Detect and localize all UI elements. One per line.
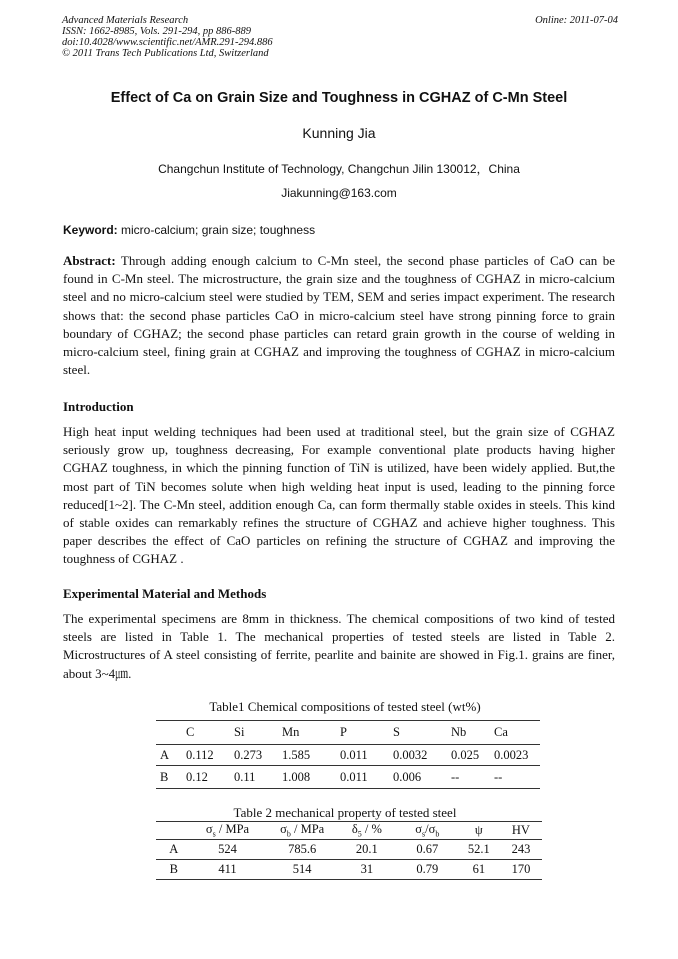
table-cell: 0.025 <box>451 745 494 766</box>
table-header-cell <box>156 721 186 745</box>
table-cell: 0.006 <box>393 766 451 789</box>
table1 <box>156 720 540 789</box>
table-row <box>156 860 542 880</box>
table-cell: 1.585 <box>282 745 340 766</box>
author-affiliation: Changchun Institute of Technology, Changchun Jilin 130012，China <box>158 162 520 176</box>
table-cell: 0.011 <box>340 745 393 766</box>
table-row <box>156 840 542 860</box>
table-row-label: A <box>156 745 186 766</box>
author-email: Jiakunning@163.com <box>281 186 397 200</box>
journal-copyright: © 2011 Trans Tech Publications Ltd, Switzerland <box>62 48 269 59</box>
table2-caption: Table 2 mechanical property of tested steel <box>233 805 457 820</box>
keyword-label: Keyword: <box>63 223 118 237</box>
table-cell: 61 <box>458 860 500 880</box>
keyword-text: micro-calcium; grain size; toughness <box>117 223 316 237</box>
table-cell: 0.12 <box>186 766 234 789</box>
table-cell: 31 <box>337 860 397 880</box>
table-header-cell: Mn <box>282 725 300 739</box>
table-cell: 0.273 <box>234 745 282 766</box>
table-header-cell: $\sigma_s$ / MPa <box>205 822 250 839</box>
keywords <box>63 223 618 237</box>
table-cell: 1.008 <box>282 766 340 789</box>
table-header-row <box>156 822 542 840</box>
abstract-text: Through adding enough calcium to C-Mn steel, the second phase particles of CaO can be found in C-Mn steel. The microstructure, the grain size and the toughness of CGHAZ in micro-calcium steel and no micro-calcium steel were studied by TEM, SEM and series impact experiment. The research shows that: the second phase particles CaO in micro-calcium steel have strong pinning force to grain boundary of CGHAZ; the second phase particles can retard grain growth in the course of welding in micro-calcium steel, fining grain at CGHAZ and improving the toughness of CGHAZ in micro-calcium steel. <box>63 253 615 378</box>
table-cell: 411 <box>188 860 268 880</box>
subscript: s <box>422 829 426 839</box>
table-cell: 785.6 <box>267 840 336 860</box>
table-cell: 524 <box>188 840 268 860</box>
table-header-cell: S <box>393 725 400 739</box>
subscript: s <box>212 829 216 839</box>
table-cell: 52.1 <box>458 840 500 860</box>
table-row <box>156 766 540 789</box>
author-name: Kunning Jia <box>302 125 376 141</box>
table-cell: -- <box>494 766 540 789</box>
subscript: b <box>286 829 291 839</box>
paper-title: Effect of Ca on Grain Size and Toughness in CGHAZ of C-Mn Steel <box>110 90 568 106</box>
table-header-cell: Si <box>234 725 245 739</box>
table-row-label: A <box>156 840 188 860</box>
table-row <box>156 745 540 766</box>
table-header-cell: HV <box>511 823 530 837</box>
online-date: Online: 2011-07-04 <box>535 15 618 26</box>
section-heading-introduction: Introduction <box>63 399 134 414</box>
journal-header <box>62 15 618 59</box>
table-cell: 0.0023 <box>494 745 540 766</box>
abstract <box>63 252 615 379</box>
subscript: 5 <box>357 829 362 839</box>
table-cell: 20.1 <box>337 840 397 860</box>
table-row-label: B <box>156 860 188 880</box>
abstract-label: Abstract: <box>63 253 116 268</box>
table-cell: 0.011 <box>340 766 393 789</box>
table-row-label: B <box>156 766 186 789</box>
table-header-cell: P <box>340 725 347 739</box>
table2 <box>156 821 542 880</box>
table-header-row <box>156 721 540 745</box>
table-cell: 0.11 <box>234 766 282 789</box>
journal-issn: ISSN: 1662-8985, Vols. 291-294, pp 886-889 <box>62 26 251 37</box>
table-header-cell: $\delta_5$ / % <box>351 822 382 839</box>
table-cell: 514 <box>267 860 336 880</box>
table-header-cell: $\sigma_b$ / MPa <box>280 822 325 839</box>
journal-name: Advanced Materials Research <box>62 15 189 26</box>
table-cell: 0.112 <box>186 745 234 766</box>
journal-doi: doi:10.4028/www.scientific.net/AMR.291-294.886 <box>62 37 273 48</box>
section-heading-methods: Experimental Material and Methods <box>63 586 267 601</box>
table-header-cell <box>156 822 188 840</box>
table-cell: -- <box>451 766 494 789</box>
table-cell: 0.79 <box>397 860 458 880</box>
table-header-cell: Nb <box>451 725 467 739</box>
table-header-cell: C <box>186 725 195 739</box>
methods-text: The experimental specimens are 8mm in thickness. The chemical compositions of two kind of tested steels are listed in Table 1. The mechanical properties of tested steels are listed in Table 2. Microstructures of A steel consisting of ferrite, pearlite and bainite are showed in Fig.1. grains are finer, about 3~4㎛. <box>63 611 615 681</box>
table-cell: 0.67 <box>397 840 458 860</box>
introduction-text: High heat input welding techniques had been used at traditional steel, but the grain size of CGHAZ seriously grow up, toughness decreasing, For example conventional plate products having higher CGHAZ toughness, in which the pinning function of TiN is utilized, have been widely applied. But,the most part of TiN becomes solute when high welding heat input is used, leading to the pinning force reduced[1~2]. The C-Mn steel, addition enough Ca, can form thermally stable oxides in steels. This kind of stable oxides can remarkably refines the structure of CGHAZ and achieve higher toughness. This paper describes the effect of CaO particles on refining the structure of CGHAZ and improving the toughness of CGHAZ . <box>63 424 615 567</box>
table-header-cell: ψ <box>474 823 483 837</box>
table-header-cell: $\sigma_s/\sigma_b$ <box>415 822 440 839</box>
table-cell: 243 <box>500 840 542 860</box>
table-cell: 170 <box>500 860 542 880</box>
table-header-cell: Ca <box>494 725 508 739</box>
table1-caption: Table1 Chemical compositions of tested steel (wt%) <box>209 699 481 714</box>
table-cell: 0.0032 <box>393 745 451 766</box>
subscript: b <box>435 829 440 839</box>
